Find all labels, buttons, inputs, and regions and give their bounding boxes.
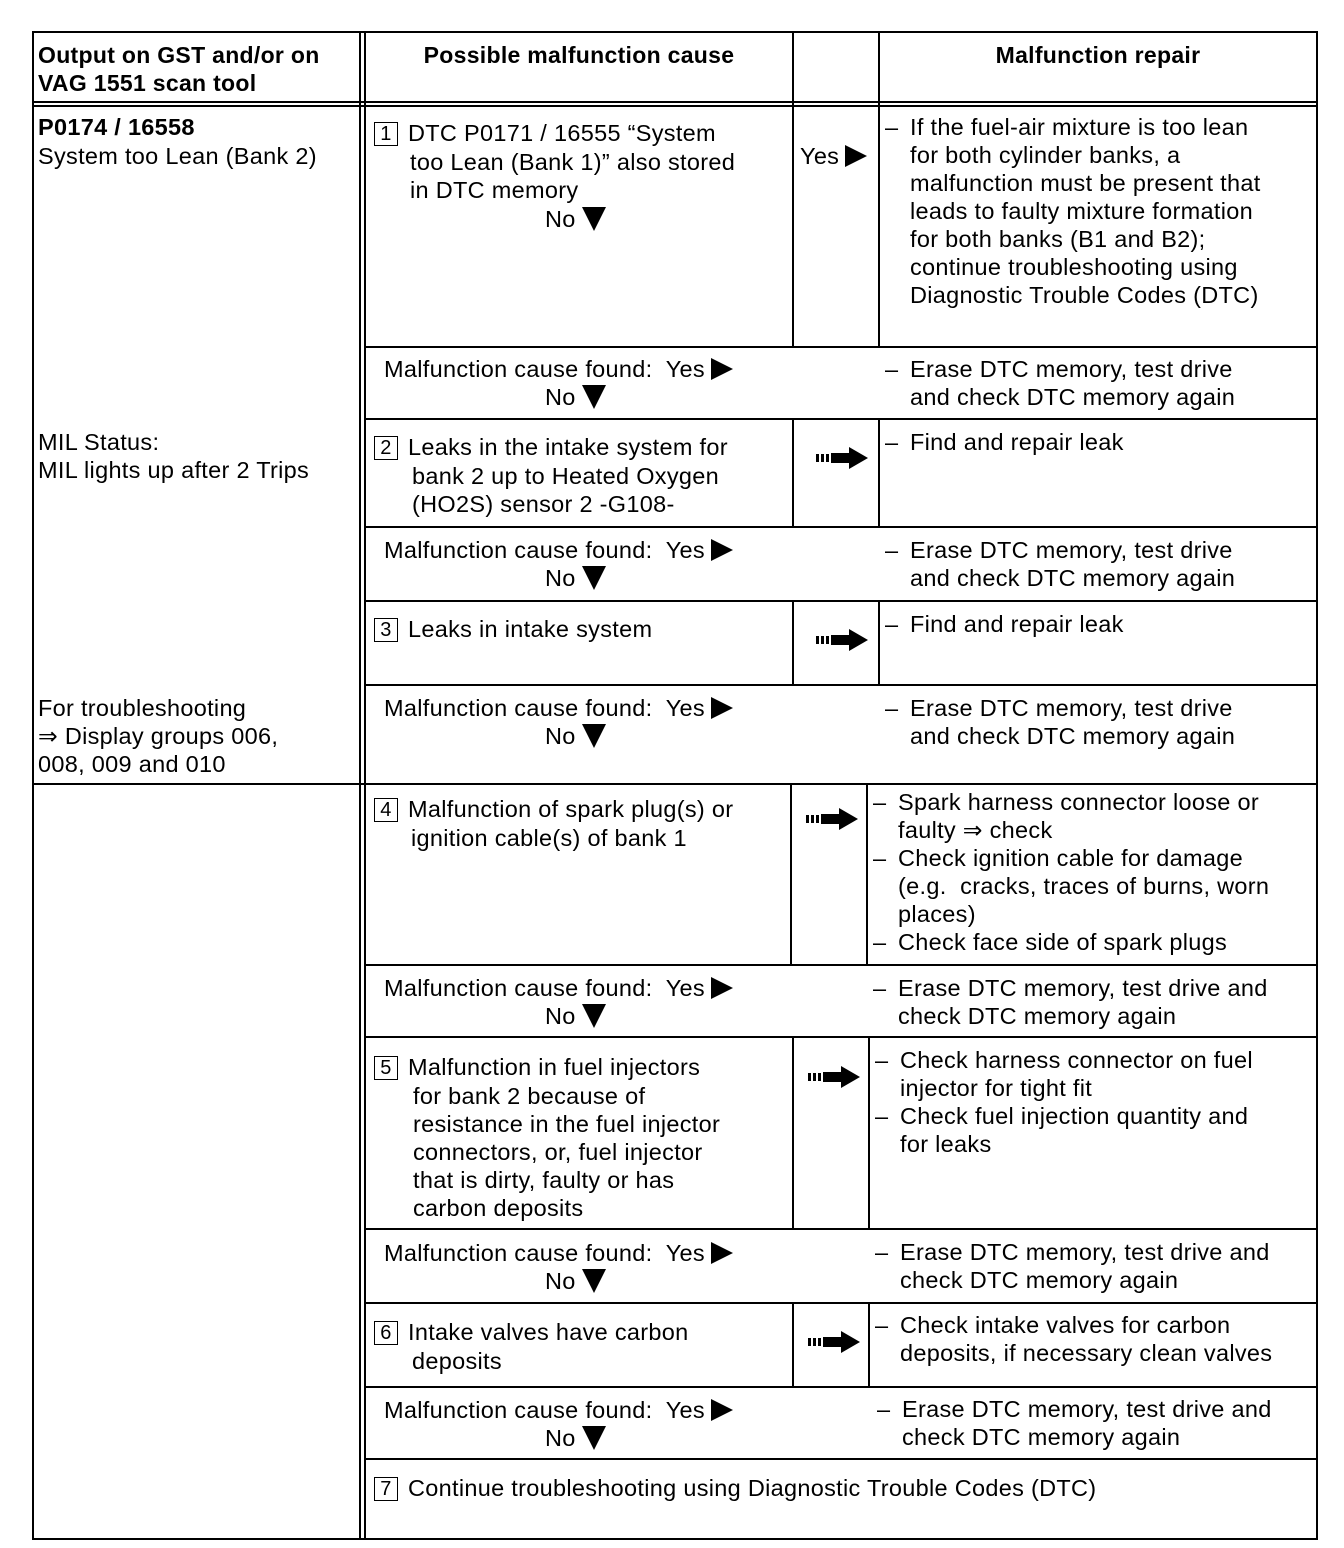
mil-status-value: MIL lights up after 2 Trips bbox=[38, 457, 310, 483]
right-arrow-icon bbox=[711, 1399, 733, 1421]
dash: – bbox=[873, 975, 887, 1001]
header-cause: Possible malfunction cause bbox=[423, 42, 735, 68]
found-row-5-repair-line2: check DTC memory again bbox=[900, 1267, 1179, 1293]
column-divider bbox=[790, 783, 792, 966]
column-divider bbox=[792, 1036, 794, 1230]
header-divider bbox=[32, 101, 1318, 103]
step-6-cause-line2: deposits bbox=[412, 1348, 502, 1374]
troubleshooting-line2: ⇒ Display groups 006, bbox=[38, 723, 279, 749]
right-arrow-icon bbox=[711, 1242, 733, 1264]
found-row-2-no: No bbox=[545, 564, 606, 593]
hollow-arrow-icon bbox=[816, 447, 868, 469]
step-6-repair-line1: Check intake valves for carbon bbox=[900, 1312, 1231, 1338]
right-arrow-icon bbox=[711, 539, 733, 561]
row-divider bbox=[364, 1386, 1318, 1388]
down-arrow-icon bbox=[582, 1269, 606, 1293]
step-4-repair-line4: (e.g. cracks, traces of burns, worn bbox=[898, 873, 1270, 899]
dash: – bbox=[877, 1396, 891, 1422]
step-7-cause-line1: 7 Continue troubleshooting using Diagnostic Trouble Codes (DTC) bbox=[374, 1474, 1096, 1503]
found-row-6-no: No bbox=[545, 1424, 606, 1453]
step-5-cause-line1: 5 Malfunction in fuel injectors bbox=[374, 1053, 700, 1082]
column-divider bbox=[359, 31, 361, 1540]
step-2-cause-line1: 2 Leaks in the intake system for bbox=[374, 433, 728, 462]
step-number-box: 1 bbox=[374, 122, 398, 146]
hollow-arrow-icon bbox=[808, 1331, 860, 1353]
step-1-cause-line3: in DTC memory bbox=[410, 177, 579, 203]
dash: – bbox=[875, 1103, 889, 1129]
header-repair: Malfunction repair bbox=[995, 42, 1201, 68]
row-divider bbox=[364, 1228, 1318, 1230]
dash: – bbox=[885, 537, 899, 563]
table-border bbox=[32, 1538, 1318, 1540]
down-arrow-icon bbox=[582, 385, 606, 409]
dash: – bbox=[873, 845, 887, 871]
dash: – bbox=[885, 611, 899, 637]
step-5-cause-line4: connectors, or, fuel injector bbox=[413, 1139, 703, 1165]
down-arrow-icon bbox=[582, 1426, 606, 1450]
hollow-arrow-icon bbox=[808, 1066, 860, 1088]
column-divider bbox=[792, 31, 794, 107]
found-row-6-repair-line2: check DTC memory again bbox=[902, 1424, 1181, 1450]
found-row-5-repair-line1: Erase DTC memory, test drive and bbox=[900, 1239, 1270, 1265]
step-5-repair-line2: injector for tight fit bbox=[900, 1075, 1093, 1101]
step-4-repair-line5: places) bbox=[898, 901, 976, 927]
row-divider bbox=[364, 1302, 1318, 1304]
column-divider bbox=[866, 783, 868, 966]
step-5-cause-line2: for bank 2 because of bbox=[413, 1083, 646, 1109]
step-5-cause-line6: carbon deposits bbox=[413, 1195, 584, 1221]
table-border bbox=[1316, 31, 1318, 1540]
step-6-cause-line1: 6 Intake valves have carbon bbox=[374, 1318, 689, 1347]
right-arrow-icon bbox=[711, 697, 733, 719]
row-divider bbox=[364, 783, 1318, 785]
column-divider bbox=[792, 418, 794, 528]
step-number-box: 3 bbox=[374, 618, 398, 642]
row-divider bbox=[364, 684, 1318, 686]
down-arrow-icon bbox=[582, 207, 606, 231]
mil-status-label: MIL Status: bbox=[38, 429, 160, 455]
found-row-5-yes: Malfunction cause found: Yes bbox=[384, 1239, 733, 1268]
step-2-cause-line2: bank 2 up to Heated Oxygen bbox=[412, 463, 719, 489]
found-row-2-repair-line1: Erase DTC memory, test drive bbox=[910, 537, 1233, 563]
step-1-repair-line5: for both banks (B1 and B2); bbox=[910, 226, 1206, 252]
column-divider bbox=[792, 600, 794, 686]
dash: – bbox=[873, 929, 887, 955]
found-row-3-repair-line1: Erase DTC memory, test drive bbox=[910, 695, 1233, 721]
dash: – bbox=[875, 1312, 889, 1338]
row-divider bbox=[364, 964, 1318, 966]
found-row-2-repair-line2: and check DTC memory again bbox=[910, 565, 1236, 591]
step-number-box: 6 bbox=[374, 1321, 398, 1345]
troubleshooting-line1: For troubleshooting bbox=[38, 695, 247, 721]
column-divider bbox=[868, 1302, 870, 1388]
header-output-line2: VAG 1551 scan tool bbox=[38, 70, 257, 96]
dash: – bbox=[885, 356, 899, 382]
step-1-cause-line1: 1 DTC P0171 / 16555 “System bbox=[374, 119, 716, 148]
row-divider bbox=[364, 1458, 1318, 1460]
step-1-repair-line4: leads to faulty mixture formation bbox=[910, 198, 1253, 224]
step-4-cause-line1: 4 Malfunction of spark plug(s) or bbox=[374, 795, 733, 824]
down-arrow-icon bbox=[582, 1004, 606, 1028]
row-divider bbox=[364, 346, 1318, 348]
found-row-1-yes: Malfunction cause found: Yes bbox=[384, 355, 733, 384]
column-divider bbox=[878, 418, 880, 528]
step-4-repair-line1: Spark harness connector loose or bbox=[898, 789, 1259, 815]
step-1-no: No bbox=[545, 205, 606, 234]
step-1-repair-line7: Diagnostic Trouble Codes (DTC) bbox=[910, 282, 1259, 308]
step-5-repair-line4: for leaks bbox=[900, 1131, 992, 1157]
row-divider bbox=[364, 418, 1318, 420]
row-divider bbox=[364, 600, 1318, 602]
down-arrow-icon bbox=[582, 724, 606, 748]
header-output-line1: Output on GST and/or on bbox=[38, 42, 320, 68]
found-row-4-repair-line2: check DTC memory again bbox=[898, 1003, 1177, 1029]
found-row-1-repair-line1: Erase DTC memory, test drive bbox=[910, 356, 1233, 382]
column-divider bbox=[868, 1036, 870, 1230]
column-divider bbox=[792, 107, 794, 347]
step-2-repair-line1: Find and repair leak bbox=[910, 429, 1124, 455]
step-3-cause-line1: 3 Leaks in intake system bbox=[374, 615, 652, 644]
step-number-box: 4 bbox=[374, 798, 398, 822]
step-number-box: 7 bbox=[374, 1477, 398, 1501]
right-arrow-icon bbox=[711, 977, 733, 999]
dash: – bbox=[875, 1239, 889, 1265]
step-5-cause-line5: that is dirty, faulty or has bbox=[413, 1167, 675, 1193]
step-1-repair-line2: for both cylinder banks, a bbox=[910, 142, 1181, 168]
found-row-4-no: No bbox=[545, 1002, 606, 1031]
dtc-description: System too Lean (Bank 2) bbox=[38, 143, 317, 169]
found-row-1-no: No bbox=[545, 383, 606, 412]
row-divider bbox=[364, 526, 1318, 528]
found-row-6-repair-line1: Erase DTC memory, test drive and bbox=[902, 1396, 1272, 1422]
row-divider bbox=[364, 1036, 1318, 1038]
down-arrow-icon bbox=[582, 566, 606, 590]
dash: – bbox=[873, 789, 887, 815]
dash: – bbox=[885, 429, 899, 455]
hollow-arrow-icon bbox=[816, 629, 868, 651]
column-divider bbox=[878, 107, 880, 347]
column-divider bbox=[792, 1302, 794, 1388]
step-5-repair-line3: Check fuel injection quantity and bbox=[900, 1103, 1249, 1129]
step-5-cause-line3: resistance in the fuel injector bbox=[413, 1111, 721, 1137]
dtc-code: P0174 / 16558 bbox=[38, 114, 195, 140]
found-row-3-no: No bbox=[545, 722, 606, 751]
found-row-4-yes: Malfunction cause found: Yes bbox=[384, 974, 733, 1003]
found-row-4-repair-line1: Erase DTC memory, test drive and bbox=[898, 975, 1268, 1001]
step-4-cause-line2: ignition cable(s) of bank 1 bbox=[411, 825, 687, 851]
column-divider bbox=[878, 600, 880, 686]
step-1-cause-line2: too Lean (Bank 1)” also stored bbox=[410, 149, 736, 175]
step-6-repair-line2: deposits, if necessary clean valves bbox=[900, 1340, 1273, 1366]
step-4-repair-line3: Check ignition cable for damage bbox=[898, 845, 1244, 871]
dash: – bbox=[885, 695, 899, 721]
step-5-repair-line1: Check harness connector on fuel bbox=[900, 1047, 1253, 1073]
dash: – bbox=[875, 1047, 889, 1073]
step-number-box: 5 bbox=[374, 1056, 398, 1080]
column-divider bbox=[364, 31, 366, 1540]
step-1-repair-line1: If the fuel-air mixture is too lean bbox=[910, 114, 1249, 140]
found-row-1-repair-line2: and check DTC memory again bbox=[910, 384, 1236, 410]
header-divider bbox=[32, 105, 1318, 107]
step-1-repair-line6: continue troubleshooting using bbox=[910, 254, 1238, 280]
step-2-cause-line3: (HO2S) sensor 2 -G108- bbox=[412, 491, 675, 517]
found-row-2-yes: Malfunction cause found: Yes bbox=[384, 536, 733, 565]
row-divider bbox=[32, 783, 366, 785]
step-4-repair-line6: Check face side of spark plugs bbox=[898, 929, 1228, 955]
dash: – bbox=[885, 114, 899, 140]
hollow-arrow-icon bbox=[806, 808, 858, 830]
found-row-3-repair-line2: and check DTC memory again bbox=[910, 723, 1236, 749]
table-border bbox=[32, 31, 34, 1540]
step-3-repair-line1: Find and repair leak bbox=[910, 611, 1124, 637]
troubleshooting-line3: 008, 009 and 010 bbox=[38, 751, 226, 777]
step-number-box: 2 bbox=[374, 436, 398, 460]
found-row-6-yes: Malfunction cause found: Yes bbox=[384, 1396, 733, 1425]
right-arrow-icon bbox=[845, 145, 867, 167]
right-arrow-icon bbox=[711, 358, 733, 380]
step-4-repair-line2: faulty ⇒ check bbox=[898, 817, 1053, 843]
step-1-yes: Yes bbox=[800, 142, 867, 171]
found-row-5-no: No bbox=[545, 1267, 606, 1296]
table-border bbox=[32, 31, 1318, 33]
step-1-repair-line3: malfunction must be present that bbox=[910, 170, 1261, 196]
found-row-3-yes: Malfunction cause found: Yes bbox=[384, 694, 733, 723]
